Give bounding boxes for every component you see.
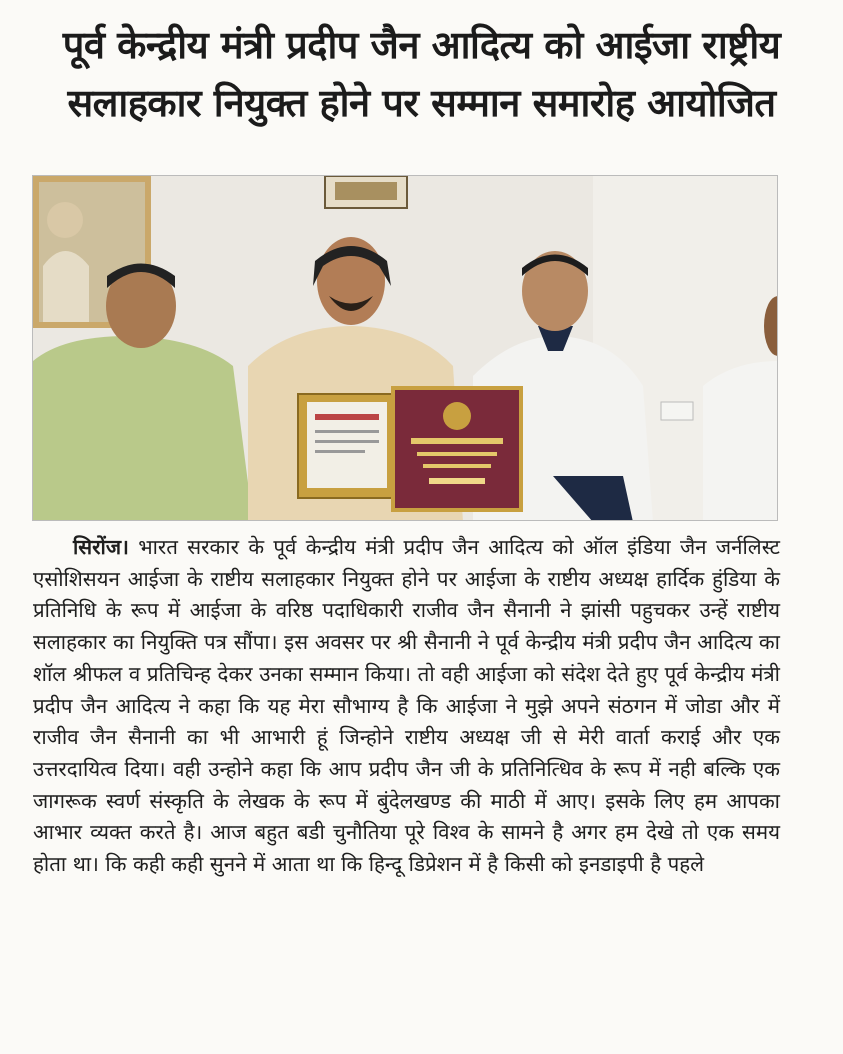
headline-line-1: पूर्व केन्द्रीय मंत्री प्रदीप जैन आदित्य को आईजा राष्ट्रीय (62, 23, 781, 67)
headline-line-2: सलाहकार नियुक्त होने पर सम्मान समारोह आयोजित (67, 81, 776, 125)
article-body (33, 532, 780, 881)
dateline: सिरोंज। (73, 535, 129, 559)
wall-plaque (325, 176, 407, 208)
headline (20, 16, 823, 132)
article-text: भारत सरकार के पूर्व केन्द्रीय मंत्री प्रदीप जैन आदित्य को ऑल इंडिया जैन जर्नलिस्ट एसोशिसयन आईजा के राष्टीय सलाहकार नियुक्त होने पर आईजा के राष्टीय अध्यक्ष हार्दिक हुंडिया के प्रतिनिधि के रूप में आईजा के वरिष्ठ पदाधिकारी राजीव जैन सैनानी ने झांसी पहुचकर उन्हें राष्टीय सलाहकार का नियुक्ति पत्र सौंपा। इस अवसर पर श्री सैनानी ने पूर्व केन्द्रीय मंत्री प्रदीप जैन आदित्य का शॉल श्रीफल व प्रतिचिन्ह देकर उनका सम्मान किया। तो वही आईजा को संदेश देते हुए पूर्व केन्द्रीय मंत्री प्रदीप जैन आदित्य ने कहा कि यह मेरा सौभाग्य है कि आईजा ने मुझे अपने संठगन में जोडा और में राजीव जैन सैनानी का भी आभारी हूं जिन्होने राष्टीय अध्यक्ष जी से मेरी वार्ता कराई और एक उत्तरदायित्व दिया। वही उन्होने कहा कि आप प्रदीप जैन जी के प्रतिनित्धिव के रूप में नही बल्कि एक जागरूक स्वर्ण संस्कृति के लेखक के रूप में बुंदेलखण्ड की माठी में आए। इसके लिए हम आपका आभार व्यक्त करते है। आज बहुत बडी चुनौतिया पूरे विश्व के सामने है अगर हम देखे तो एक समय होता था। कि कही कही सुनने में आता था कि हिन्दू डिप्रेशन में है किसी को इनडाइपी है पहले (33, 535, 780, 877)
certificate-frame (298, 394, 396, 498)
news-photo (32, 175, 778, 521)
memento-plaque (393, 388, 521, 510)
